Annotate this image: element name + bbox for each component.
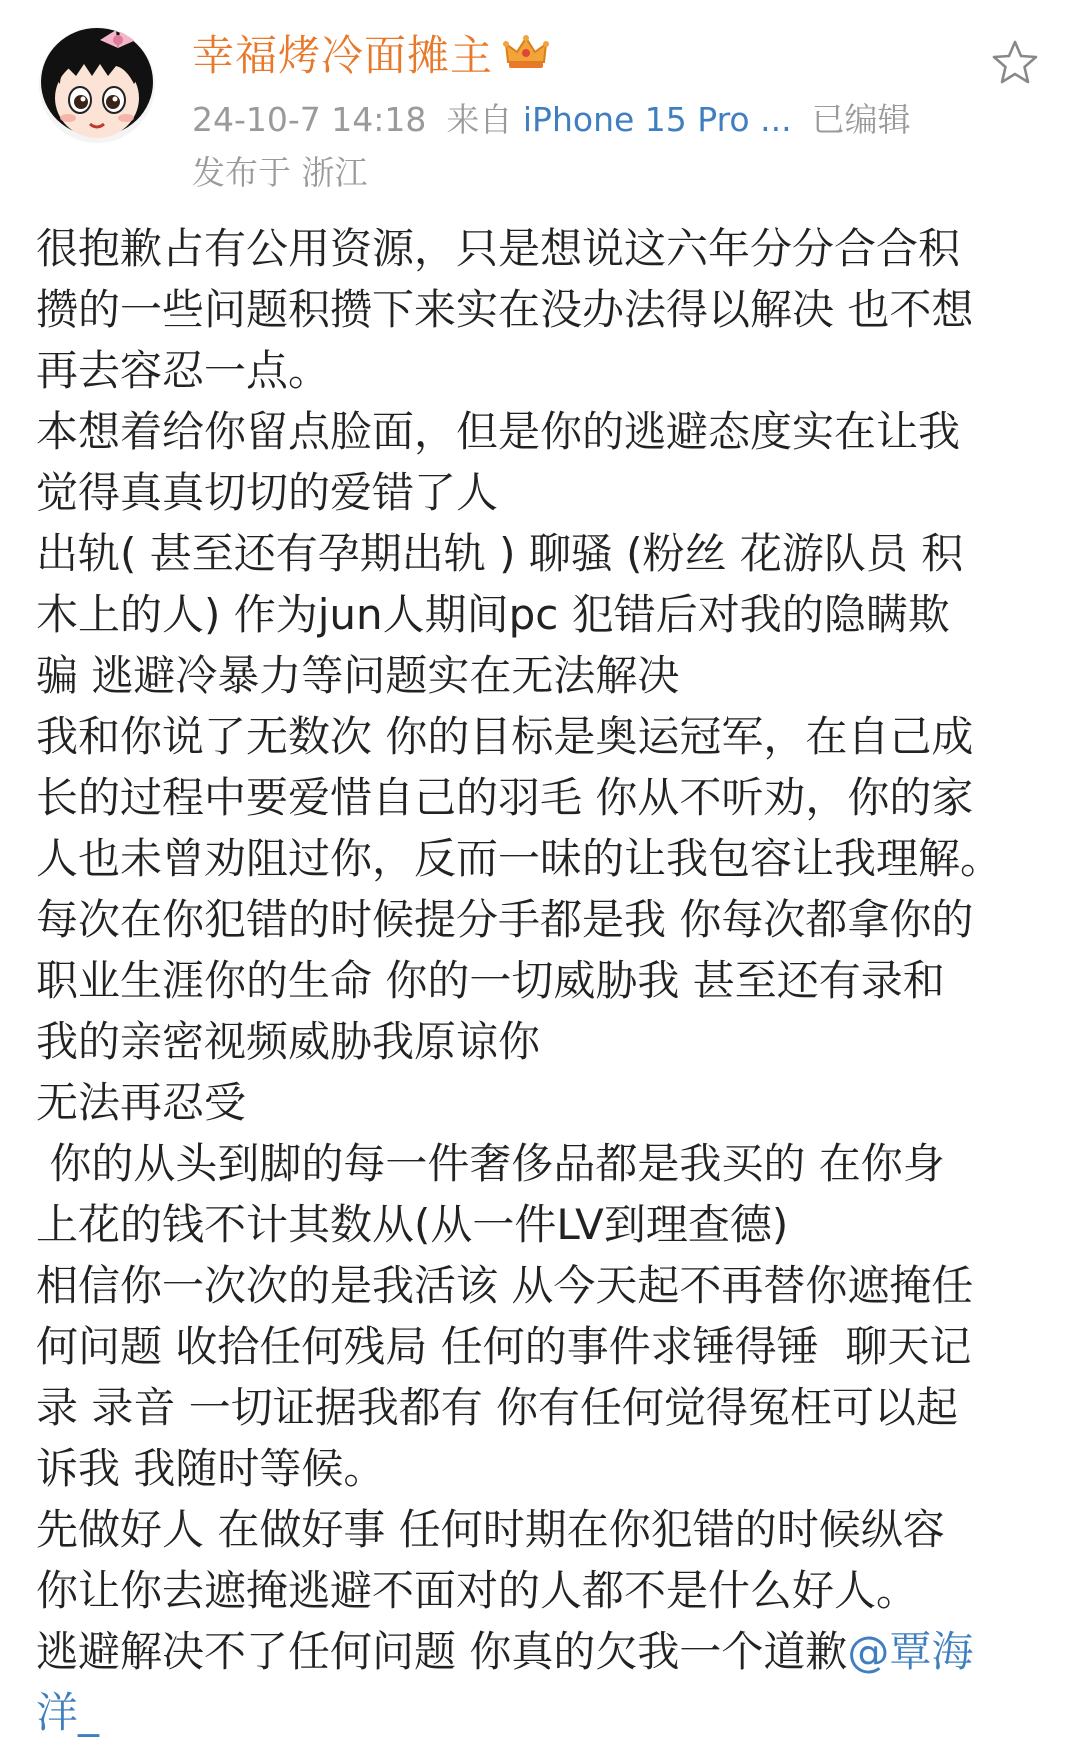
- post-line: 无法再忍受: [36, 1078, 247, 1127]
- post-text: 逃避解决不了任何问题 你真的欠我一个道歉: [36, 1627, 848, 1676]
- post-line: 很抱歉占有公用资源，只是想说这六年分分合合积: [36, 224, 961, 273]
- edited-label[interactable]: 已编辑: [811, 100, 911, 139]
- post-line: 长的过程中要爱惜自己的羽毛 你从不听劝，你的家: [36, 773, 974, 822]
- post-body: [36, 218, 1046, 1743]
- post-line: 再去容忍一点。: [36, 346, 331, 395]
- mention-link-continued[interactable]: 洋_: [36, 1688, 100, 1737]
- post-line: 相信你一次次的是我活该 从今天起不再替你遮掩任: [36, 1261, 974, 1310]
- post-line: 骗 逃避冷暴力等问题实在无法解决: [36, 651, 680, 700]
- post-line: 何问题 收拾任何残局 任何的事件求锤得锤 聊天记: [36, 1322, 972, 1371]
- post-line: 我和你说了无数次 你的目标是奥运冠军，在自己成: [36, 712, 974, 761]
- post-line: 你让你去遮掩逃避不面对的人都不是什么好人。: [36, 1566, 919, 1615]
- post-header: [0, 0, 1079, 190]
- post-line: 人也未曾劝阻过你，反而一昧的让我包容让我理解。: [36, 834, 1003, 883]
- crown-icon[interactable]: [503, 32, 549, 74]
- post-line: 录 录音 一切证据我都有 你有任何觉得冤枉可以起: [36, 1383, 959, 1432]
- post-line: 出轨( 甚至还有孕期出轨 ) 聊骚 (粉丝 花游队员 积: [36, 529, 964, 578]
- post-line: 木上的人) 作为jun人期间pc 犯错后对我的隐瞒欺: [36, 590, 950, 639]
- source-prefix: 来自: [446, 100, 513, 139]
- mention-link[interactable]: @覃海: [847, 1627, 974, 1676]
- device-link[interactable]: iPhone 15 Pro ...: [522, 100, 792, 139]
- post-line: 每次在你犯错的时候提分手都是我 你每次都拿你的: [36, 895, 974, 944]
- post-date: 24-10-7 14:18: [192, 100, 427, 139]
- post-line: 我的亲密视频威胁我原谅你: [36, 1017, 541, 1066]
- avatar[interactable]: [38, 26, 156, 144]
- author-row: [192, 26, 549, 80]
- post-line: 上花的钱不计其数从(从一件LV到理查德): [36, 1200, 789, 1249]
- username[interactable]: 幸福烤冷面摊主: [192, 31, 494, 80]
- cartoon-avatar-icon: [38, 26, 156, 144]
- star-icon[interactable]: [990, 38, 1040, 88]
- post-line: 你的从头到脚的每一件奢侈品都是我买的 在你身: [36, 1139, 945, 1188]
- post-line: 诉我 我随时等候。: [36, 1444, 386, 1493]
- post-line: 先做好人 在做好事 任何时期在你犯错的时候纵容: [36, 1505, 945, 1554]
- post-line: 攒的一些问题积攒下来实在没办法得以解决 也不想: [36, 285, 974, 334]
- post-line-mention-continued: [36, 1682, 1046, 1743]
- post-line: 本想着给你留点脸面，但是你的逃避态度实在让我: [36, 407, 961, 456]
- post-meta: [192, 94, 911, 141]
- post-line-with-mention: [36, 1621, 1046, 1682]
- post-line: 觉得真真切切的爱错了人: [36, 468, 499, 517]
- location-label: 发布于 浙江: [192, 153, 368, 192]
- post-line: 职业生涯你的生命 你的一切威胁我 甚至还有录和: [36, 956, 945, 1005]
